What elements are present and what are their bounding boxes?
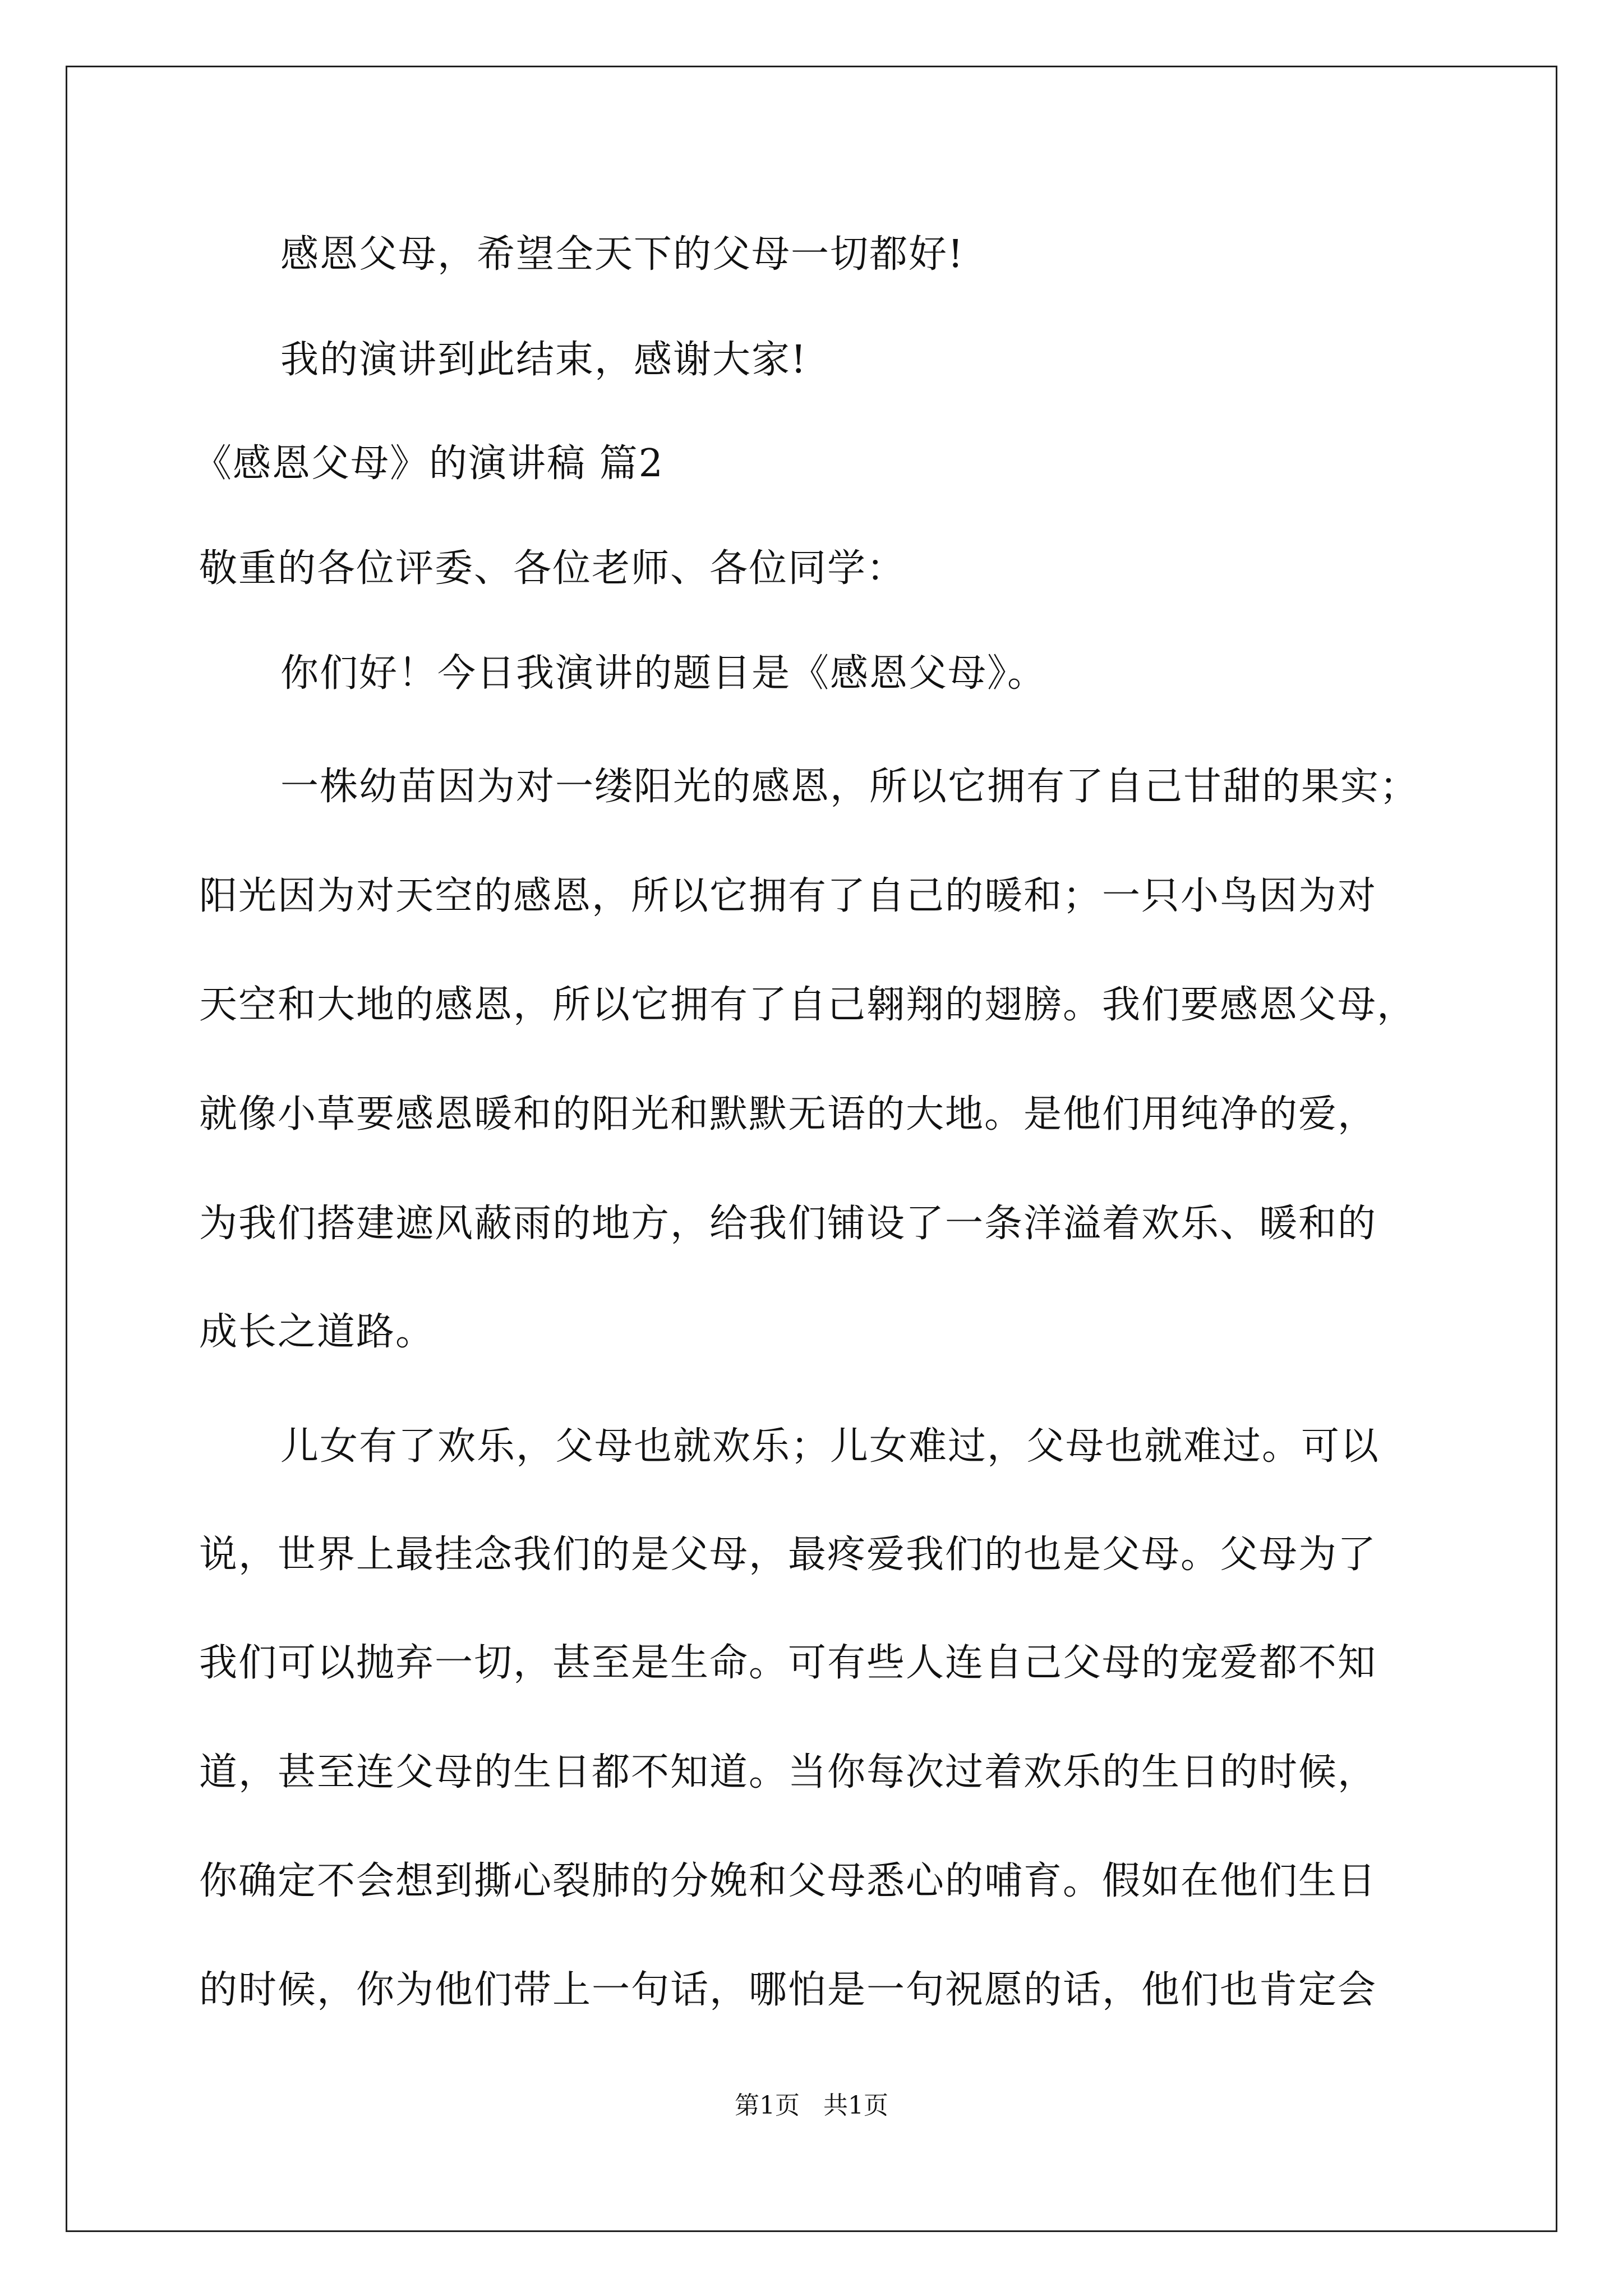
paragraph-line: 道，甚至连父母的生日都不知道。当你每次过着欢乐的生日的时候， — [199, 1750, 1377, 1795]
section-heading: 《感恩父母》的演讲稿 篇2 — [193, 441, 664, 486]
paragraph-line: 感恩父母，希望全天下的父母一切都好! — [280, 232, 965, 277]
paragraph-line: 你确定不会想到撕心裂肺的分娩和父母悉心的哺育。假如在他们生日 — [199, 1859, 1377, 1903]
paragraph-line: 一株幼苗因为对一缕阳光的感恩，所以它拥有了自己甘甜的果实； — [280, 765, 1419, 809]
paragraph-line: 为我们搭建遮风蔽雨的地方，给我们铺设了一条洋溢着欢乐、暖和的 — [199, 1202, 1377, 1246]
page-border — [66, 66, 1557, 2232]
paragraph-line: 阳光因为对天空的感恩，所以它拥有了自己的暖和；一只小鸟因为对 — [199, 874, 1377, 918]
salutation-line: 敬重的各位评委、各位老师、各位同学： — [199, 546, 906, 591]
paragraph-line: 说，世界上最挂念我们的是父母，最疼爱我们的也是父母。父母为了 — [199, 1533, 1377, 1577]
paragraph-line: 儿女有了欢乐，父母也就欢乐；儿女难过，父母也就难过。可以 — [280, 1424, 1380, 1469]
page-footer: 第1页 共1页 — [735, 2091, 888, 2120]
paragraph-line: 天空和大地的感恩，所以它拥有了自己翱翔的翅膀。我们要感恩父母， — [199, 983, 1417, 1027]
paragraph-line: 我的演讲到此结束，感谢大家! — [280, 338, 808, 382]
paragraph-line: 成长之道路。 — [199, 1310, 435, 1354]
paragraph-line: 我们可以抛弃一切，甚至是生命。可有些人连自己父母的宠爱都不知 — [199, 1641, 1377, 1685]
paragraph-line: 的时候，你为他们带上一句话，哪怕是一句祝愿的话，他们也肯定会 — [199, 1968, 1377, 2012]
paragraph-line: 你们好！今日我演讲的题目是《感恩父母》。 — [280, 651, 1047, 696]
paragraph-line: 就像小草要感恩暖和的阳光和默默无语的大地。是他们用纯净的爱， — [199, 1092, 1377, 1137]
